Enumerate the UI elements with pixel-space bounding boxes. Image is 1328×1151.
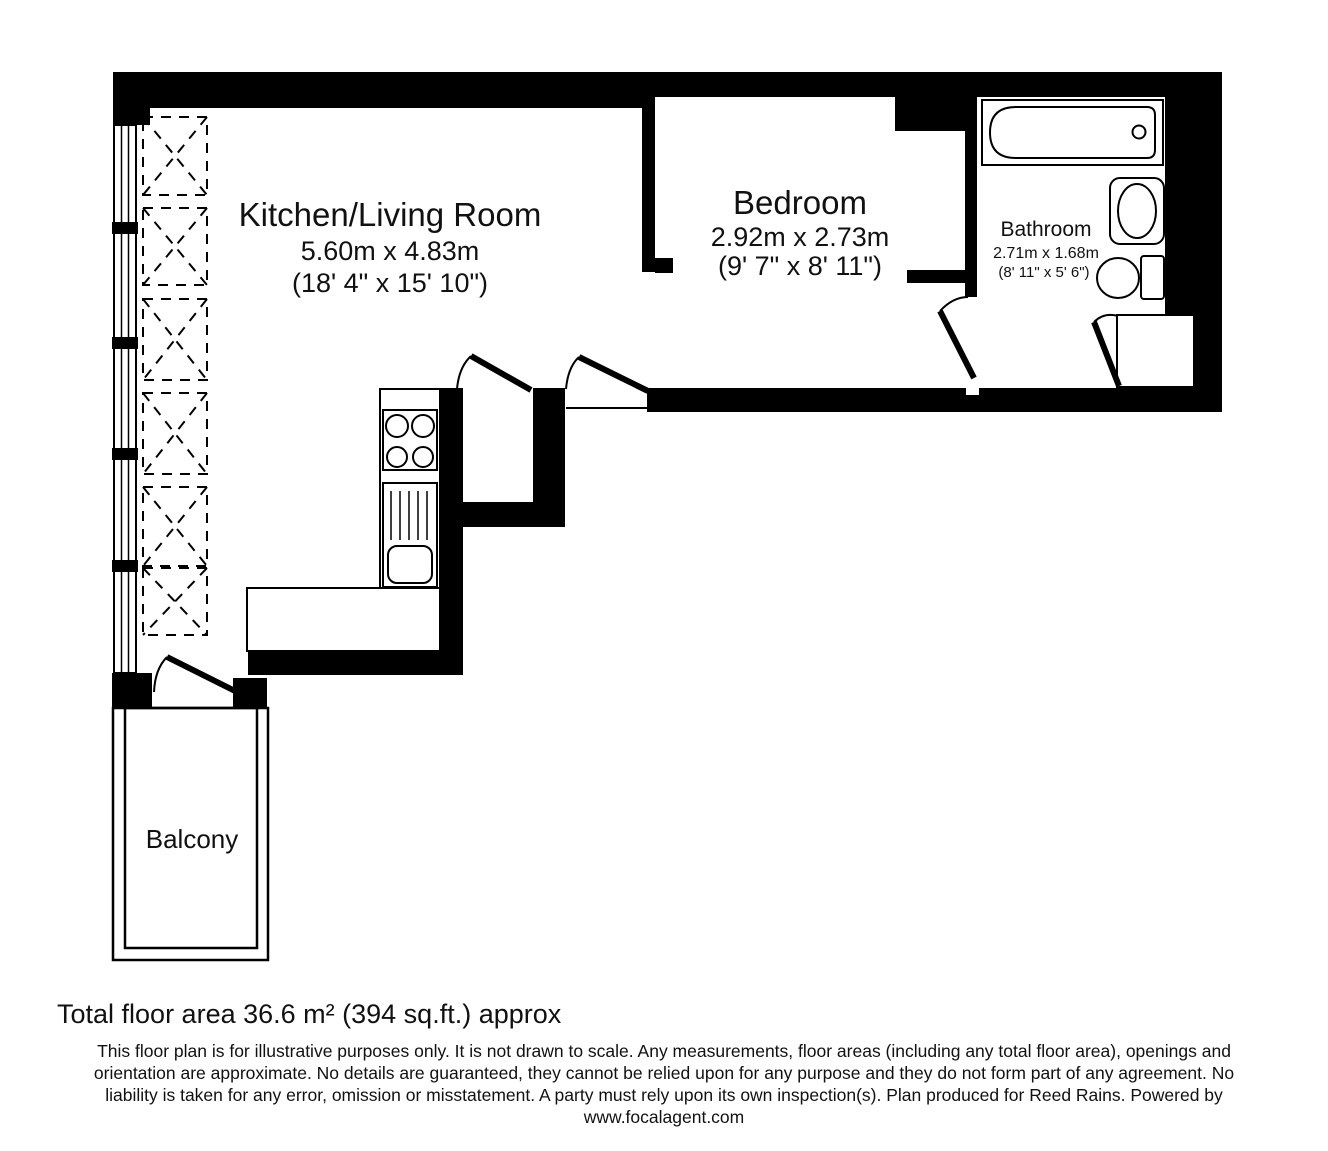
sink-bowl <box>388 546 432 583</box>
wall-balcony-threshold <box>233 678 267 707</box>
wall-bottom-right-section <box>647 388 1222 412</box>
bathroom-door <box>1094 315 1194 387</box>
disclaimer-line-3: liability is taken for any error, omission or misstatement. A party must rely upon its own inspection(s). Plan produced for Reed Rains. Powered by <box>105 1085 1223 1105</box>
wall-top-left <box>113 72 655 108</box>
kitchen-fixtures <box>247 389 440 652</box>
dashed-unit-box <box>143 208 207 285</box>
wash-basin <box>1110 178 1164 244</box>
wall-divider-kitchen-bedroom <box>642 97 655 272</box>
bathroom-dims-metric: 2.71m x 1.68m <box>993 245 1099 262</box>
total-floor-area: Total floor area 36.6 m² (394 sq.ft.) approx <box>57 999 562 1029</box>
bathtub <box>982 100 1163 165</box>
sink-drainer <box>383 483 437 587</box>
bath-tap <box>1133 126 1146 139</box>
toilet-cistern <box>1141 256 1164 299</box>
disclaimer-line-1: This floor plan is for illustrative purposes only. It is not drawn to scale. Any measurements, floor areas (including any total floor area), openings and <box>97 1041 1231 1061</box>
dashed-unit-box <box>143 568 207 635</box>
window-mullion <box>112 337 138 349</box>
bathroom-label: Bathroom <box>1000 218 1092 241</box>
balcony-door <box>154 657 235 692</box>
bathroom-dims-imperial: (8' 11" x 5' 6") <box>998 264 1090 281</box>
window-mullion <box>112 448 138 460</box>
window-strip <box>114 125 136 673</box>
dashed-unit-box <box>143 117 207 195</box>
closet-door <box>457 356 531 390</box>
dashed-unit-box <box>143 487 207 566</box>
wall-divider-foot <box>655 258 673 273</box>
kitchen-living-room-dims-imperial: (18' 4" x 15' 10") <box>291 268 489 298</box>
wall-block-bedroom-top-right <box>895 93 977 131</box>
room-labels <box>146 184 1099 854</box>
bedroom-dims-imperial: (9' 7" x 8' 11") <box>717 251 883 281</box>
footer <box>57 999 1234 1127</box>
dashed-unit-box <box>143 299 207 380</box>
dashed-unit-box <box>143 393 207 474</box>
kitchen-worktop <box>247 588 440 651</box>
toilet-bowl <box>1097 258 1139 298</box>
disclaimer-line-2: orientation are approximate. No details are guaranteed, they cannot be relied upon for any purpose and they do not form part of any agreement. No <box>93 1063 1235 1083</box>
window-mullion <box>112 222 138 234</box>
bedroom-dims-metric: 2.92m x 2.73m <box>710 222 890 252</box>
wardrobe-units <box>143 117 207 635</box>
wall-kitchen-bottom <box>248 650 463 675</box>
bedroom-door <box>940 297 974 378</box>
wall-bedroom-stub <box>907 270 968 283</box>
door-slot-notch <box>966 388 979 395</box>
window-mullion <box>112 560 138 572</box>
balcony-label: Balcony <box>145 824 239 854</box>
kitchen-living-room-label: Kitchen/Living Room <box>238 196 542 233</box>
wall-alcove-bottom <box>455 502 565 527</box>
entrance-door <box>566 357 648 408</box>
hob <box>383 410 437 470</box>
kitchen-living-room-dims-metric: 5.60m x 4.83m <box>300 236 480 266</box>
bedroom-label: Bedroom <box>733 184 867 221</box>
wall-alcove-left <box>440 388 463 673</box>
wall-corner-bottom-left <box>112 673 152 707</box>
windows <box>112 125 138 673</box>
toilet <box>1097 256 1164 299</box>
disclaimer-line-4: www.focalagent.com <box>583 1107 745 1127</box>
